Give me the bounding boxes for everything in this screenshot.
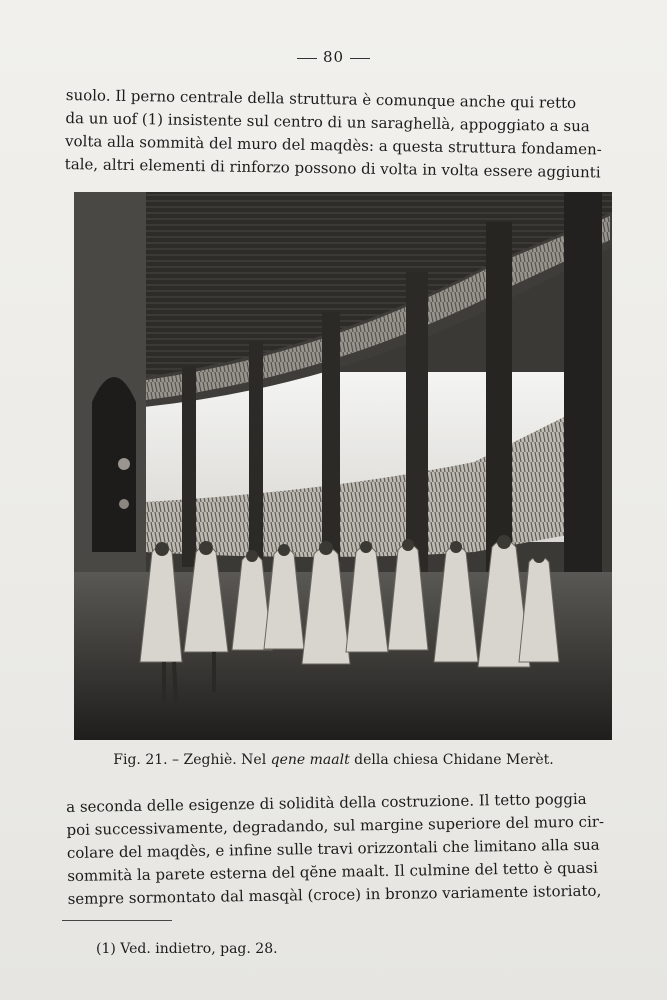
caption-prefix: Fig. 21. – Zeghiè. Nel	[113, 752, 271, 768]
page-number-dash-right	[350, 58, 370, 59]
top-paragraph	[65, 84, 622, 185]
bottom-paragraph	[66, 787, 624, 911]
text-line: suolo. Il perno centrale della struttura è comunque anche qui retto	[65, 85, 577, 113]
figure-caption	[0, 752, 667, 768]
text-line: poi successivamente, degradando, sul margine superiore del muro cir-	[66, 812, 605, 839]
page-number-dash-left	[297, 58, 317, 59]
church-interior-photo	[74, 192, 612, 740]
text-line: da un uof (1) insistente sul centro di un saraghellà, appoggiato a sua	[65, 108, 590, 136]
footnote-separator	[62, 920, 172, 921]
text-line: tale, altri elementi di rinforzo possono di volta in volta essere aggiunti	[64, 154, 601, 182]
text-line: colare del maqdès, e infine sulle travi orizzontali che limitano alla sua	[66, 835, 600, 862]
text-line: volta alla sommità del muro del maqdès: a questa struttura fondamen-	[64, 131, 602, 159]
text-line: sempre sormontato dal masqàl (croce) in bronzo variamente istoriato,	[67, 881, 602, 908]
page-number-value: 80	[322, 48, 345, 66]
caption-italic-term: qene maalt	[270, 752, 350, 768]
text-line: a seconda delle esigenze di solidità della costruzione. Il tetto poggia	[66, 789, 587, 816]
footnote: (1) Ved. indietro, pag. 28.	[96, 941, 278, 957]
caption-suffix: della chiesa Chidane Merèt.	[349, 752, 554, 768]
figure-photograph	[74, 192, 612, 740]
page-number	[0, 48, 667, 66]
text-line: sommità la parete esterna del qĕne maalt. Il culmine del tetto è quasi	[67, 858, 598, 885]
